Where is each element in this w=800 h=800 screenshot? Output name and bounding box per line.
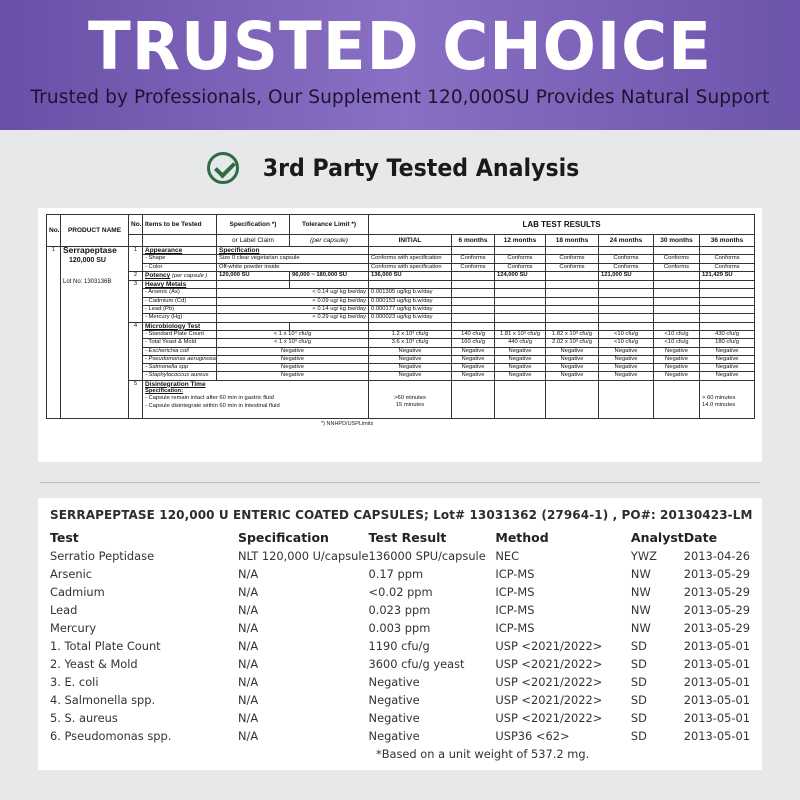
product-no: 1 bbox=[47, 247, 61, 419]
checkmark-icon bbox=[207, 152, 239, 184]
results-cell: ICP-MS bbox=[495, 621, 535, 635]
row-cadmium: - Cadmium (Cd) < 0.09 ug/ kg bw/day 0.000153 ug/kg b.w/day bbox=[47, 297, 755, 305]
results-cell: ICP-MS bbox=[495, 585, 535, 599]
banner-title: TRUSTED CHOICE bbox=[88, 8, 712, 85]
col-no2: No. bbox=[129, 215, 143, 235]
results-cell: NW bbox=[630, 603, 651, 617]
results-footnote: *Based on a unit weight of 537.2 mg. bbox=[376, 747, 590, 761]
results-cell: ICP-MS bbox=[495, 567, 535, 581]
row-micro: 4 Microbiology Test bbox=[47, 322, 755, 330]
row-shape: - Shape Size 0 clear vegetarian capsule Conforms with specification Conforms Conforms Conforms Conforms Conforms Conforms bbox=[47, 255, 755, 263]
results-cell: 3600 cfu/g yeast bbox=[368, 657, 465, 671]
col-tolerance: Tolerance Limit *) bbox=[290, 215, 369, 235]
results-col-result: Test Result bbox=[368, 530, 447, 545]
results-cell: Serratio Peptidase bbox=[50, 549, 155, 563]
results-cell: 2013-05-01 bbox=[683, 657, 750, 671]
results-row bbox=[50, 709, 750, 727]
row-appearance: 1 Serrapeptase 120,000 SU Lot No: 1303136B 1 Appearance Specification bbox=[47, 247, 755, 255]
results-title: SERRAPEPTASE 120,000 U ENTERIC COATED CAPSULES; Lot# 13031362 (27964-1) , PO#: 20130423-LM bbox=[50, 508, 753, 522]
results-cell: 2013-05-01 bbox=[683, 711, 750, 725]
col-items: Items to be Tested bbox=[143, 215, 217, 235]
results-col-analyst: Analyst bbox=[630, 530, 684, 545]
lab-test-results-header: LAB TEST RESULTS bbox=[369, 215, 755, 235]
results-cell: N/A bbox=[237, 729, 259, 743]
results-cell: 3. E. coli bbox=[50, 675, 99, 689]
results-cell: USP <2021/2022> bbox=[495, 639, 603, 653]
results-cell: N/A bbox=[237, 693, 259, 707]
row-color: - Color Off-white powder inside Conforms with specification Conforms Conforms Conforms Conforms Conforms Conforms bbox=[47, 263, 755, 271]
col-30m: 30 months bbox=[654, 235, 700, 247]
results-cell: USP <2021/2022> bbox=[495, 675, 603, 689]
results-col-spec: Specification bbox=[237, 530, 329, 545]
col-36m: 36 months bbox=[700, 235, 755, 247]
results-cell: SD bbox=[630, 675, 647, 689]
row-disintegration: 5 Disintegration Time Specification: - Capsule remain intact after 60 min in gastric fluid - Capsule disintegrate within 60 min in intestinal fluid >60 minutes 15 minutes > 60 minutes 14.0 minutes bbox=[47, 380, 755, 418]
results-cell: 1. Total Plate Count bbox=[50, 639, 161, 653]
results-card bbox=[38, 498, 762, 770]
results-col-date: Date bbox=[683, 530, 718, 545]
row-lead: - Lead (Pb) < 0.14 ug/ kg bw/day 0.000177 ug/kg b.w/day bbox=[47, 306, 755, 314]
results-cell: N/A bbox=[237, 621, 259, 635]
row-heavy-metals: 3 Heavy Metals bbox=[47, 281, 755, 289]
results-cell: USP36 <62> bbox=[495, 729, 570, 743]
results-cell: USP <2021/2022> bbox=[495, 693, 603, 707]
results-cell: 2013-05-01 bbox=[683, 729, 750, 743]
results-cell: NW bbox=[630, 621, 651, 635]
results-row bbox=[50, 691, 750, 709]
results-cell: 2013-05-29 bbox=[683, 567, 750, 581]
col-18m: 18 months bbox=[546, 235, 599, 247]
results-cell: N/A bbox=[237, 639, 259, 653]
col-6m: 6 months bbox=[452, 235, 495, 247]
results-cell: Cadmium bbox=[50, 585, 105, 599]
results-cell: <0.02 ppm bbox=[368, 585, 433, 599]
col-spec: Specification *) bbox=[217, 215, 290, 235]
lab-results-card bbox=[38, 208, 762, 462]
results-table bbox=[50, 530, 750, 745]
results-cell: 2013-05-29 bbox=[683, 603, 750, 617]
results-header-row bbox=[50, 530, 750, 547]
results-row bbox=[50, 547, 750, 565]
row-arsenic: - Arsenic (As) < 0.14 ug/ kg bw/day 0.001305 ug/kg b.w/day bbox=[47, 289, 755, 297]
col-initial: INITIAL bbox=[369, 235, 452, 247]
results-cell: 2013-05-01 bbox=[683, 675, 750, 689]
header-banner bbox=[0, 0, 800, 130]
col-product: PRODUCT NAME bbox=[61, 215, 129, 247]
results-cell: 2013-04-26 bbox=[683, 549, 750, 563]
results-cell: 5. S. aureus bbox=[50, 711, 118, 725]
results-cell: 0.17 ppm bbox=[368, 567, 424, 581]
results-cell: 2. Yeast & Mold bbox=[50, 657, 138, 671]
divider bbox=[40, 482, 760, 483]
results-cell: 6. Pseudomonas spp. bbox=[50, 729, 172, 743]
results-cell: Negative bbox=[368, 675, 420, 689]
row-tym: - Total Yeast & Mold < 1 x 10³ cfu/g 3.6 x 10³ cfu/g 160 cfu/g 440 cfu/g 2.02 x 10³ cfu/g <10 cfu/g <10 cfu/g 180 cfu/g bbox=[47, 339, 755, 347]
lab-footnote: *) NNHPD/USPLimits bbox=[321, 420, 374, 427]
results-cell: USP <2021/2022> bbox=[495, 711, 603, 725]
results-cell: SD bbox=[630, 693, 647, 707]
results-row bbox=[50, 583, 750, 601]
results-cell: SD bbox=[630, 729, 647, 743]
results-cell: 4. Salmonella spp. bbox=[50, 693, 156, 707]
results-cell: SD bbox=[630, 711, 647, 725]
results-cell: Arsenic bbox=[50, 567, 93, 581]
results-row bbox=[50, 727, 750, 745]
col-24m: 24 months bbox=[599, 235, 654, 247]
row-pseudomonas: - Pseudomonas aeruginosa Negative Negative Negative Negative Negative Negative Negative Negative bbox=[47, 355, 755, 363]
results-row bbox=[50, 601, 750, 619]
results-cell: N/A bbox=[237, 603, 259, 617]
results-cell: YWZ bbox=[630, 549, 657, 563]
results-col-method: Method bbox=[495, 530, 549, 545]
lab-header-row bbox=[47, 215, 755, 235]
results-cell: N/A bbox=[237, 675, 259, 689]
results-cell: SD bbox=[630, 639, 647, 653]
or-label-claim: or Label Claim bbox=[217, 235, 290, 247]
product-lot: Lot No: 1303136B bbox=[63, 278, 112, 285]
results-cell: 0.023 ppm bbox=[368, 603, 431, 617]
col-no: No. bbox=[47, 215, 61, 247]
results-cell: Lead bbox=[50, 603, 78, 617]
banner-subtitle: Trusted by Professionals, Our Supplement 120,000SU Provides Natural Support bbox=[30, 87, 770, 108]
lab-results-table bbox=[46, 214, 755, 419]
results-cell: N/A bbox=[237, 657, 259, 671]
product-cell bbox=[61, 247, 129, 419]
row-mercury: - Mercury (Hg) < 0.29 ug/ kg bw/day 0.000023 ug/kg b.w/day bbox=[47, 314, 755, 322]
row-ecoli: - Escherichia coli Negative Negative Negative Negative Negative Negative Negative Negative bbox=[47, 347, 755, 355]
results-cell: 2013-05-01 bbox=[683, 639, 750, 653]
results-cell: NLT 120,000 U/capsule bbox=[237, 549, 369, 563]
results-cell: 0.003 ppm bbox=[368, 621, 431, 635]
product-strength: 120,000 SU bbox=[69, 257, 106, 265]
results-col-test: Test bbox=[50, 530, 79, 545]
row-staph: - Staphylococcus aureus Negative Negative Negative Negative Negative Negative Negative Negative bbox=[47, 372, 755, 380]
results-cell: ICP-MS bbox=[495, 603, 535, 617]
results-row bbox=[50, 637, 750, 655]
results-cell: 2013-05-01 bbox=[683, 693, 750, 707]
row-salmonella: - Salmonella spp Negative Negative Negative Negative Negative Negative Negative Negative bbox=[47, 364, 755, 372]
results-cell: N/A bbox=[237, 567, 259, 581]
row-spc: - Standard Plate Count < 1 x 10⁴ cfu/g 1.2 x 10³ cfu/g 140 cfu/g 1.81 x 10³ cfu/g 1.82 x 10³ cfu/g <10 cfu/g <10 cfu/g 430 cfu/g bbox=[47, 330, 755, 338]
results-cell: N/A bbox=[237, 711, 259, 725]
results-row bbox=[50, 655, 750, 673]
results-cell: 1190 cfu/g bbox=[368, 639, 430, 653]
results-cell: USP <2021/2022> bbox=[495, 657, 603, 671]
results-row bbox=[50, 619, 750, 637]
col-12m: 12 months bbox=[495, 235, 546, 247]
results-cell: SD bbox=[630, 657, 647, 671]
results-cell: 2013-05-29 bbox=[683, 621, 750, 635]
section-heading-text: 3rd Party Tested Analysis bbox=[262, 154, 580, 182]
results-cell: Negative bbox=[368, 693, 420, 707]
product-name: Serrapeptase bbox=[63, 246, 117, 255]
results-cell: Mercury bbox=[50, 621, 97, 635]
per-capsule: (per capsule) bbox=[290, 235, 369, 247]
section-heading bbox=[0, 152, 800, 184]
results-cell: NW bbox=[630, 585, 651, 599]
results-cell: Negative bbox=[368, 729, 420, 743]
lab-subheader-row bbox=[47, 235, 755, 247]
results-cell: 2013-05-29 bbox=[683, 585, 750, 599]
results-cell: Negative bbox=[368, 711, 420, 725]
results-cell: N/A bbox=[237, 585, 259, 599]
results-cell: NEC bbox=[495, 549, 520, 563]
results-row bbox=[50, 565, 750, 583]
results-row bbox=[50, 673, 750, 691]
results-cell: NW bbox=[630, 567, 651, 581]
results-cell: 136000 SPU/capsule bbox=[368, 549, 486, 563]
row-potency: 2 Potency (per capsule ) 120,000 SU 96,000 ~ 180,000 SU 136,000 SU 124,000 SU 121,000 SU 121,429 SU bbox=[47, 271, 755, 280]
